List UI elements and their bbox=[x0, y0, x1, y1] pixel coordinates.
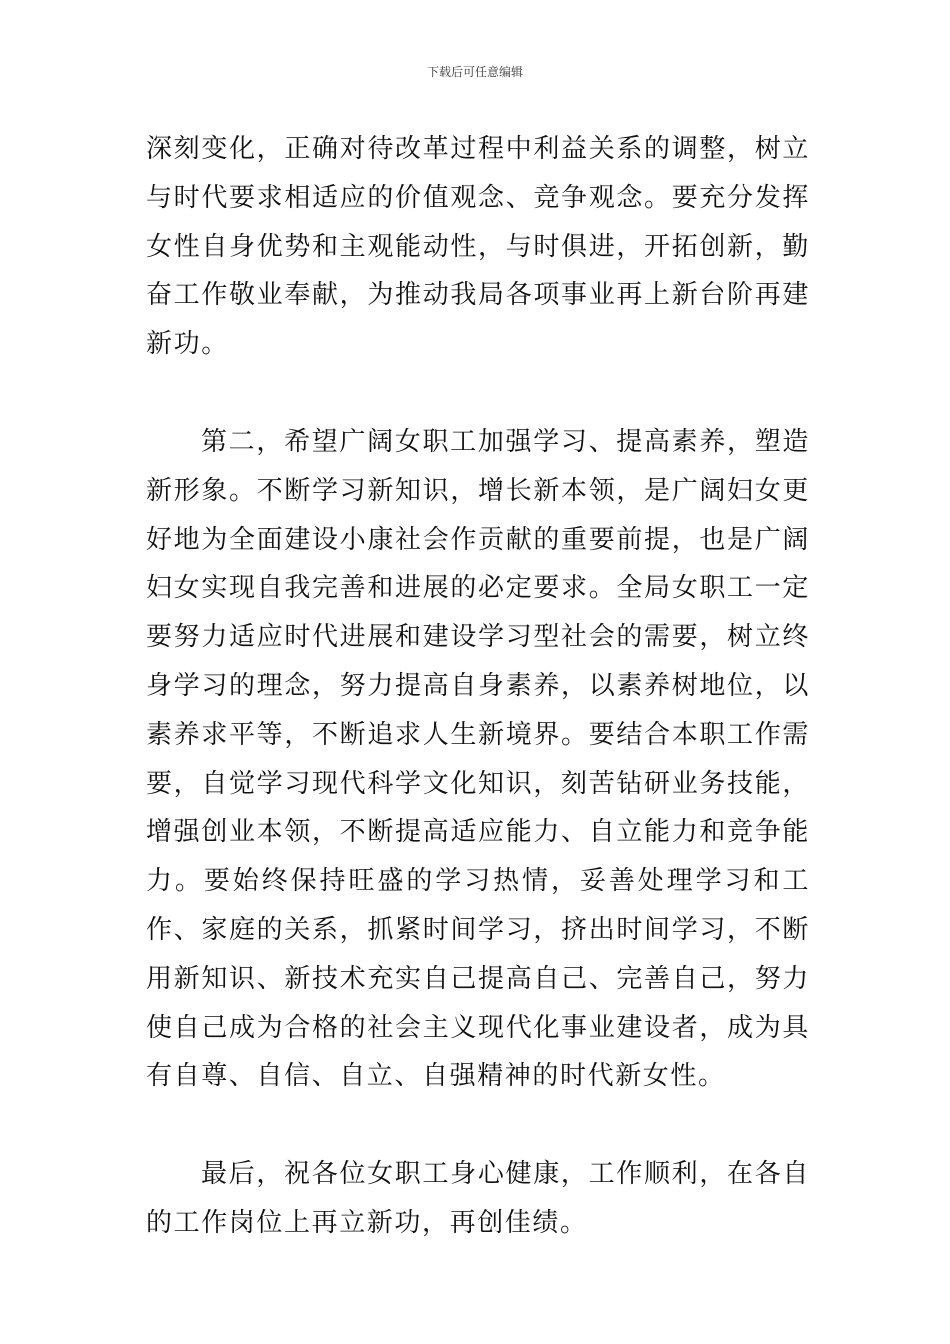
paragraph-gap bbox=[146, 369, 810, 418]
page-header: 下载后可任意编辑 bbox=[426, 65, 523, 79]
paragraph-second-point: 第二，希望广阔女职工加强学习、提高素养，塑造新形象。不断学习新知识，增长新本领，是广阔妇女更好地为全面建设小康社会作贡献的重要前提，也是广阔妇女实现自我完善和进展的必定要求。全局女职工一定要努力适应时代进展和建设学习型社会的需要，树立终身学习的理念，努力提高自身素养，以素养树地位，以素养求平等，不断追求人生新境界。要结合本职工作需要，自觉学习现代科学文化知识，刻苦钻研业务技能，增强创业本领，不断提高适应能力、自立能力和竞争能力。要始终保持旺盛的学习热情，妥善处理学习和工作、家庭的关系，抓紧时间学习，挤出时间学习，不断用新知识、新技术充实自己提高自己、完善自己，努力使自己成为合格的社会主义现代化事业建设者，成为具有自尊、自信、自立、自强精神的时代新女性。 bbox=[146, 426, 810, 1092]
paragraph-gap bbox=[146, 1101, 810, 1150]
document-body bbox=[146, 125, 810, 1248]
paragraph-continuation: 深刻变化，正确对待改革过程中利益关系的调整，树立与时代要求相适应的价值观念、竞争观念。要充分发挥女性自身优势和主观能动性，与时俱进，开拓创新，勤奋工作敬业奉献，为推动我局各项事业再上新台阶再建新功。 bbox=[146, 134, 810, 360]
paragraph-closing: 最后，祝各位女职工身心健康，工作顺利，在各自的工作岗位上再立新功，再创佳绩。 bbox=[146, 1159, 810, 1238]
